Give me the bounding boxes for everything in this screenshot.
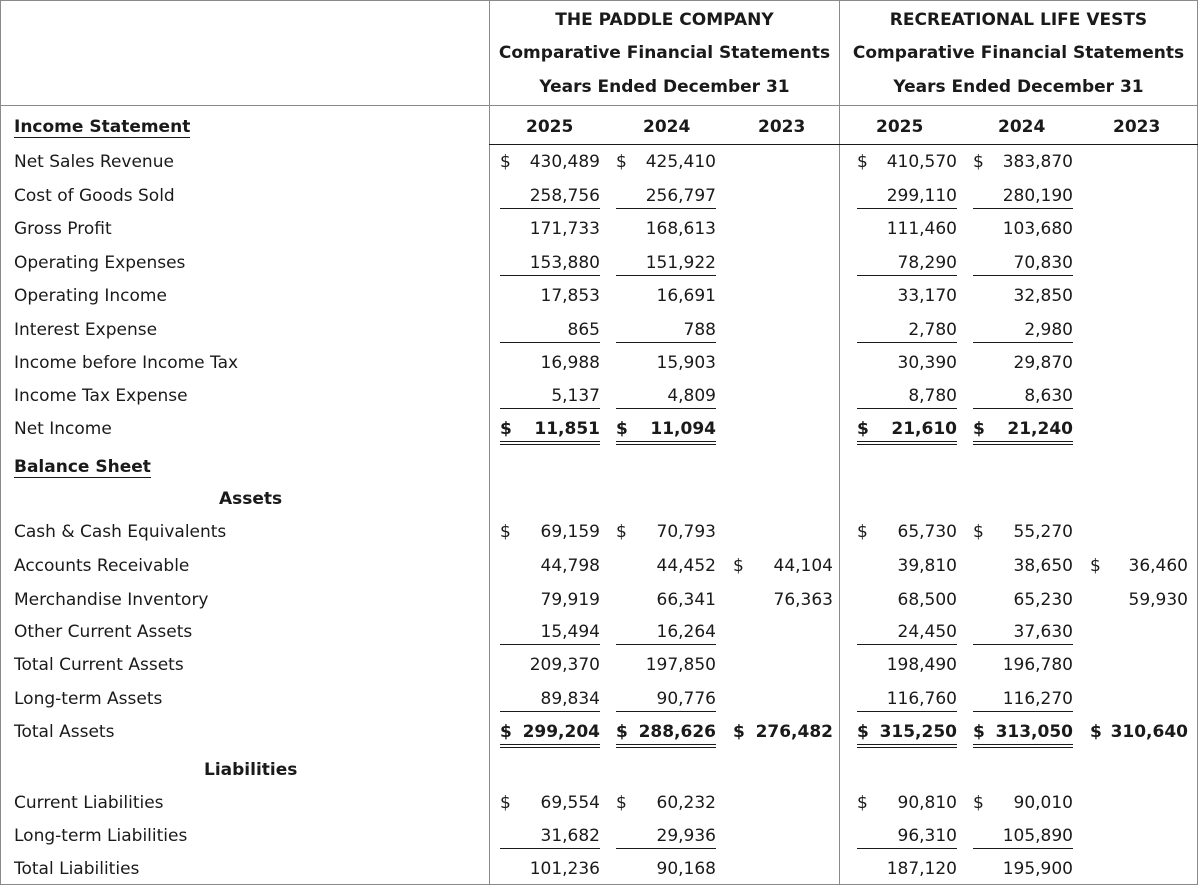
divider-company-a <box>489 0 490 885</box>
amount: 60,232 <box>656 793 716 813</box>
currency-symbol: $ <box>616 419 628 439</box>
amount: 187,120 <box>886 859 957 879</box>
amount: 2,780 <box>908 320 957 340</box>
years-underline-b <box>839 144 1198 145</box>
currency-symbol: $ <box>973 419 985 439</box>
amount: 410,570 <box>886 152 957 172</box>
value-a-2025 <box>500 386 600 409</box>
value-a-2024 <box>616 419 716 445</box>
value-a-2024 <box>616 219 716 241</box>
divider-company-b <box>839 0 840 885</box>
currency-symbol: $ <box>500 522 511 542</box>
value-b-2024 <box>973 622 1073 645</box>
value-a-2024 <box>616 689 716 712</box>
value-b-2024 <box>973 689 1073 712</box>
amount: 21,240 <box>1007 419 1073 439</box>
liabilities-heading: Liabilities <box>204 760 298 780</box>
value-b-2025 <box>857 419 957 445</box>
amount: 195,900 <box>1002 859 1073 879</box>
currency-symbol: $ <box>500 722 512 742</box>
value-a-2024 <box>616 386 716 409</box>
company-a-subtitle: Comparative Financial Statements <box>498 43 831 63</box>
value-b-2024 <box>973 253 1073 276</box>
amount: 21,610 <box>891 419 957 439</box>
value-a-2025 <box>500 655 600 677</box>
value-b-2024 <box>973 286 1073 308</box>
amount: 103,680 <box>1002 219 1073 239</box>
value-a-2025 <box>500 286 600 308</box>
amount: 29,870 <box>1013 353 1073 373</box>
row-label: Accounts Receivable <box>14 556 190 576</box>
currency-symbol: $ <box>616 152 627 172</box>
amount: 90,168 <box>656 859 716 879</box>
currency-symbol: $ <box>500 419 512 439</box>
value-b-2025 <box>857 722 957 748</box>
amount: 8,780 <box>908 386 957 406</box>
value-b-2024 <box>973 722 1073 748</box>
value-a-2024 <box>616 253 716 276</box>
currency-symbol: $ <box>857 419 869 439</box>
amount: 101,236 <box>529 859 600 879</box>
amount: 430,489 <box>529 152 600 172</box>
amount: 39,810 <box>897 556 957 576</box>
amount: 310,640 <box>1110 722 1188 742</box>
value-b-2025 <box>857 556 957 578</box>
value-a-2025 <box>500 522 600 544</box>
value-b-2025 <box>857 253 957 276</box>
value-a-2025 <box>500 722 600 748</box>
income-statement-heading: Income Statement <box>14 117 191 137</box>
amount: 288,626 <box>638 722 716 742</box>
amount: 65,730 <box>897 522 957 542</box>
value-b-2025 <box>857 689 957 712</box>
amount: 44,104 <box>773 556 833 576</box>
value-b-2025 <box>857 655 957 677</box>
amount: 197,850 <box>645 655 716 675</box>
amount: 68,500 <box>897 590 957 610</box>
amount: 8,630 <box>1024 386 1073 406</box>
value-a-2024 <box>616 722 716 748</box>
amount: 116,270 <box>1002 689 1073 709</box>
year-b-2023: 2023 <box>1113 117 1161 137</box>
value-b-2025 <box>857 522 957 544</box>
value-a-2024 <box>616 286 716 308</box>
amount: 2,980 <box>1024 320 1073 340</box>
value-b-2025 <box>857 186 957 209</box>
amount: 15,903 <box>656 353 716 373</box>
currency-symbol: $ <box>616 522 627 542</box>
company-a-name: THE PADDLE COMPANY <box>555 10 774 30</box>
amount: 89,834 <box>540 689 600 709</box>
amount: 299,110 <box>886 186 957 206</box>
row-label: Other Current Assets <box>14 622 193 642</box>
row-label: Total Assets <box>14 722 115 742</box>
amount: 171,733 <box>529 219 600 239</box>
header-divider <box>0 105 1198 106</box>
value-a-2025 <box>500 219 600 241</box>
amount: 198,490 <box>886 655 957 675</box>
amount: 256,797 <box>645 186 716 206</box>
year-a-2025: 2025 <box>526 117 574 137</box>
currency-symbol: $ <box>973 722 985 742</box>
value-a-2025 <box>500 152 600 174</box>
row-label: Net Sales Revenue <box>14 152 174 172</box>
value-a-2024 <box>616 622 716 645</box>
value-a-2024 <box>616 186 716 209</box>
value-a-2025 <box>500 419 600 445</box>
amount: 70,830 <box>1013 253 1073 273</box>
amount: 4,809 <box>667 386 716 406</box>
value-b-2025 <box>857 286 957 308</box>
row-label: Interest Expense <box>14 320 158 340</box>
value-a-2024 <box>616 826 716 849</box>
amount: 79,919 <box>540 590 600 610</box>
row-label: Income before Income Tax <box>14 353 239 373</box>
value-b-2024 <box>973 793 1073 815</box>
currency-symbol: $ <box>500 152 511 172</box>
row-label: Current Liabilities <box>14 793 164 813</box>
value-a-2023 <box>733 556 833 578</box>
value-b-2024 <box>973 320 1073 343</box>
amount: 11,851 <box>534 419 600 439</box>
value-b-2023 <box>1090 556 1188 578</box>
amount: 69,159 <box>540 522 600 542</box>
value-b-2024 <box>973 386 1073 409</box>
row-label: Net Income <box>14 419 112 439</box>
currency-symbol: $ <box>616 722 628 742</box>
value-b-2025 <box>857 219 957 241</box>
value-a-2024 <box>616 522 716 544</box>
amount: 30,390 <box>897 353 957 373</box>
currency-symbol: $ <box>973 522 984 542</box>
row-label: Gross Profit <box>14 219 112 239</box>
amount: 96,310 <box>897 826 957 846</box>
amount: 153,880 <box>529 253 600 273</box>
value-a-2025 <box>500 590 600 612</box>
amount: 196,780 <box>1002 655 1073 675</box>
value-b-2024 <box>973 826 1073 849</box>
currency-symbol: $ <box>733 722 745 742</box>
amount: 17,853 <box>540 286 600 306</box>
value-b-2025 <box>857 622 957 645</box>
currency-symbol: $ <box>857 152 868 172</box>
amount: 16,691 <box>656 286 716 306</box>
value-a-2025 <box>500 186 600 209</box>
value-b-2024 <box>973 655 1073 677</box>
amount: 258,756 <box>529 186 600 206</box>
amount: 15,494 <box>540 622 600 642</box>
value-b-2023 <box>1090 590 1188 612</box>
amount: 90,810 <box>897 793 957 813</box>
value-b-2024 <box>973 590 1073 612</box>
value-b-2024 <box>973 419 1073 445</box>
value-a-2024 <box>616 152 716 174</box>
amount: 16,988 <box>540 353 600 373</box>
value-a-2025 <box>500 826 600 849</box>
value-a-2024 <box>616 320 716 343</box>
amount: 11,094 <box>650 419 716 439</box>
currency-symbol: $ <box>973 152 984 172</box>
amount: 44,798 <box>540 556 600 576</box>
value-a-2024 <box>616 859 716 881</box>
amount: 209,370 <box>529 655 600 675</box>
value-b-2025 <box>857 386 957 409</box>
value-b-2024 <box>973 219 1073 241</box>
year-a-2023: 2023 <box>758 117 806 137</box>
amount: 168,613 <box>645 219 716 239</box>
row-label: Income Tax Expense <box>14 386 188 406</box>
value-b-2023 <box>1090 722 1188 744</box>
currency-symbol: $ <box>857 793 868 813</box>
amount: 44,452 <box>656 556 716 576</box>
year-b-2025: 2025 <box>876 117 924 137</box>
value-a-2025 <box>500 320 600 343</box>
amount: 425,410 <box>645 152 716 172</box>
row-label: Cost of Goods Sold <box>14 186 175 206</box>
row-label: Operating Expenses <box>14 253 186 273</box>
currency-symbol: $ <box>500 793 511 813</box>
value-a-2025 <box>500 556 600 578</box>
amount: 116,760 <box>886 689 957 709</box>
value-b-2025 <box>857 826 957 849</box>
value-a-2024 <box>616 556 716 578</box>
amount: 70,793 <box>656 522 716 542</box>
company-b-period: Years Ended December 31 <box>893 77 1144 97</box>
value-b-2024 <box>973 152 1073 174</box>
amount: 299,204 <box>522 722 600 742</box>
amount: 90,776 <box>656 689 716 709</box>
value-b-2024 <box>973 186 1073 209</box>
balance-sheet-heading: Balance Sheet <box>14 457 151 477</box>
currency-symbol: $ <box>857 522 868 542</box>
amount: 78,290 <box>897 253 957 273</box>
value-a-2024 <box>616 353 716 375</box>
row-label: Merchandise Inventory <box>14 590 209 610</box>
assets-heading: Assets <box>219 489 283 509</box>
amount: 313,050 <box>995 722 1073 742</box>
row-label: Cash & Cash Equivalents <box>14 522 227 542</box>
company-b-name: RECREATIONAL LIFE VESTS <box>889 10 1148 30</box>
amount: 24,450 <box>897 622 957 642</box>
amount: 36,460 <box>1128 556 1188 576</box>
amount: 315,250 <box>879 722 957 742</box>
value-b-2025 <box>857 590 957 612</box>
amount: 90,010 <box>1013 793 1073 813</box>
amount: 33,170 <box>897 286 957 306</box>
currency-symbol: $ <box>857 722 869 742</box>
row-label: Long-term Assets <box>14 689 163 709</box>
currency-symbol: $ <box>616 793 627 813</box>
amount: 29,936 <box>656 826 716 846</box>
value-b-2025 <box>857 793 957 815</box>
value-a-2023 <box>733 722 833 744</box>
company-b-subtitle: Comparative Financial Statements <box>852 43 1185 63</box>
value-a-2025 <box>500 253 600 276</box>
currency-symbol: $ <box>973 793 984 813</box>
amount: 76,363 <box>773 590 833 610</box>
value-b-2025 <box>857 353 957 375</box>
currency-symbol: $ <box>1090 722 1102 742</box>
years-underline-a <box>489 144 840 145</box>
amount: 32,850 <box>1013 286 1073 306</box>
amount: 65,230 <box>1013 590 1073 610</box>
amount: 31,682 <box>540 826 600 846</box>
value-a-2025 <box>500 793 600 815</box>
amount: 788 <box>683 320 716 340</box>
amount: 55,270 <box>1013 522 1073 542</box>
amount: 383,870 <box>1002 152 1073 172</box>
row-label: Operating Income <box>14 286 167 306</box>
value-a-2024 <box>616 590 716 612</box>
amount: 37,630 <box>1013 622 1073 642</box>
value-b-2024 <box>973 859 1073 881</box>
currency-symbol: $ <box>733 556 744 576</box>
amount: 276,482 <box>755 722 833 742</box>
value-a-2024 <box>616 655 716 677</box>
amount: 111,460 <box>886 219 957 239</box>
amount: 5,137 <box>551 386 600 406</box>
currency-symbol: $ <box>1090 556 1101 576</box>
amount: 865 <box>567 320 600 340</box>
value-b-2025 <box>857 152 957 174</box>
amount: 59,930 <box>1128 590 1188 610</box>
row-label: Total Liabilities <box>14 859 140 879</box>
year-a-2024: 2024 <box>643 117 691 137</box>
amount: 105,890 <box>1002 826 1073 846</box>
value-a-2024 <box>616 793 716 815</box>
value-a-2025 <box>500 689 600 712</box>
value-b-2024 <box>973 353 1073 375</box>
value-b-2024 <box>973 556 1073 578</box>
amount: 69,554 <box>540 793 600 813</box>
row-label: Long-term Liabilities <box>14 826 188 846</box>
amount: 66,341 <box>656 590 716 610</box>
row-label: Total Current Assets <box>14 655 184 675</box>
amount: 16,264 <box>656 622 716 642</box>
value-a-2025 <box>500 859 600 881</box>
value-b-2025 <box>857 859 957 881</box>
company-a-period: Years Ended December 31 <box>539 77 790 97</box>
value-b-2024 <box>973 522 1073 544</box>
value-b-2025 <box>857 320 957 343</box>
amount: 280,190 <box>1002 186 1073 206</box>
year-b-2024: 2024 <box>998 117 1046 137</box>
amount: 38,650 <box>1013 556 1073 576</box>
value-a-2025 <box>500 622 600 645</box>
value-a-2023 <box>733 590 833 612</box>
value-a-2025 <box>500 353 600 375</box>
amount: 151,922 <box>645 253 716 273</box>
